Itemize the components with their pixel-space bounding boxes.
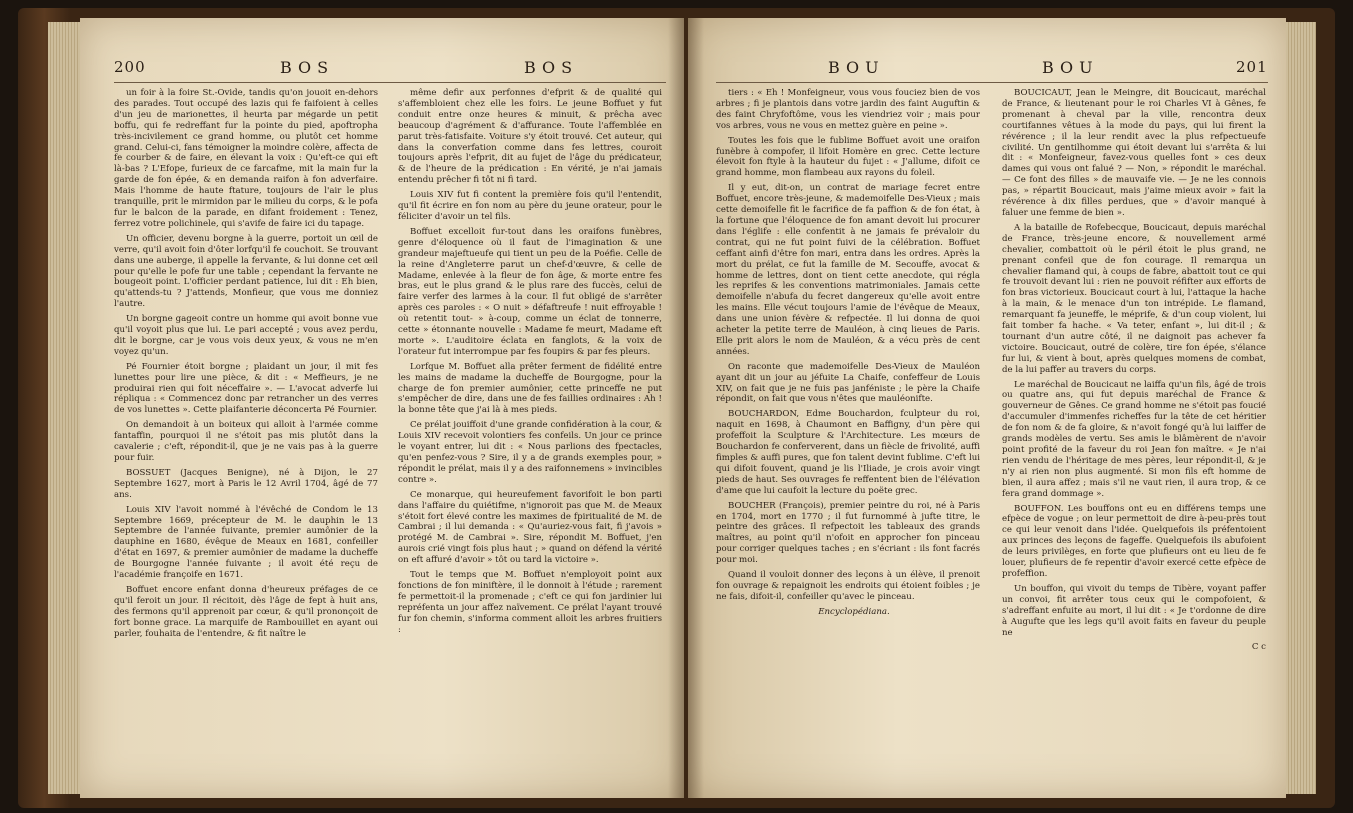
- paragraph: Un borgne gageoit contre un homme qui avoit bonne vue qu'il voyoit plus que lui. Le pari accepté ; vous avez perdu, dit le borgne, car je vous vois deux yeux, & vous ne m'en voyez qu'un.: [114, 314, 378, 357]
- paragraph: Le maréchal de Boucicaut ne laiffa qu'un fils, âgé de trois ou quatre ans, qui fut depuis maréchal de France & gouverneur de Gênes. Ce grand homme ne s'étoit pas foucié d'accumuler d'immenfes richeffes fur la tête de cet héritier de fon nom & de fa gloire, & n'avoit fongé qu'à lui laiffer de grands modèles de vertu. Ses amis le blâmèrent de n'avoir point profité de la faveur du roi Jean fon maître. « Je n'ai rien vendu de l'héritage de mes pères, leur répondit-il, & je n'y ai rien non plus augmenté. Si mon fils eft homme de bien, il aura affez ; mais s'il ne vaut rien, il aura trop, & ce fera grand dommage ».: [1002, 379, 1266, 499]
- paragraph: Louis XIV l'avoit nommé à l'évêché de Condom le 13 Septembre 1669, précepteur de M. le dauphin le 13 Septembre de l'année fuivante, premier aumônier de la dauphine en 1680, évêque de Meaux en 1681, confeiller d'état en 1697, & premier aumônier de madame la ducheffe de Bourgogne l'année fuivante ; il avoit été reçu de l'académie françoife en 1671.: [114, 504, 378, 581]
- paragraph: A la bataille de Rofebecque, Boucicaut, depuis maréchal de France, très-jeune encore, & nouvellement armé chevalier, combattoit où le péril étoit le plus grand, ne prenant confeil que de fon courage. Il remarqua un chevalier flamand qui, à coups de fabre, abattoit tout ce qui fe trouvoit devant lui : rien ne pouvoit réfifter aux efforts de fon bras victorieux. Boucicaut court à lui, l'attaque la hache à la main, & le menace d'un ton intrépide. Le flamand, remarquant fa jeuneffe, le méprife, & d'un coup violent, lui fait tomber fa hache. « Va teter, enfant », lui dit-il ; & tournant d'un autre côté, il ne daignoit pas achever fa victoire. Boucicaut, outré de colère, tire fon épée, s'élance fur lui, & vient à bout, après quelques momens de combat, de la lui paffer au travers du corps.: [1002, 222, 1266, 375]
- paragraph: On raconte que mademoifelle Des-Vieux de Mauléon ayant dit un jour au jéfuite La Chaife, confeffeur de Louis XIV, on fait que je ne fuis pas janféniste ; le père la Chaife répondit, on fait que vous n'êtes que mauléonifte.: [716, 361, 980, 405]
- paragraph: Il y eut, dit-on, un contrat de mariage fecret entre Boffuet, encore très-jeune, & mademoifelle Des-Vieux ; mais cette demoifelle fit le facrifice de fa paffion & de fon état, à la fortune que l'éloquence de fon amant devoit lui procurer dans l'églife : elle confentit à ne jamais fe prévaloir du contrat, qui ne fut point fuivi de la célébration. Boffuet ceffant ainfi d'être fon mari, entra dans les ordres. Après la mort du prélat, ce fut la famille de M. Secouffe, avocat & homme de lettres, dont on tient cette anecdote, qui régla les reprifes & les conventions matrimoniales. Jamais cette demoifelle n'abufa du fecret dangereux qu'elle avoit entre les mains. Elle vécut toujours l'amie de l'évêque de Meaux, dans une union févère & refpectée. Il lui donna de quoi acheter la petite terre de Mauléon, à cinq lieues de Paris. Elle prit alors le nom de Mauléon, & a vécu près de cent années.: [716, 183, 980, 357]
- text-column-1: [716, 88, 980, 622]
- headword: BOU: [1042, 58, 1099, 77]
- headword: BOS: [524, 58, 579, 77]
- running-header-left: [80, 58, 684, 80]
- paragraph: Louis XIV fut fi content la première fois qu'il l'entendit, qu'il fit écrire en fon nom au père du jeune orateur, pour le féliciter d'avoir un tel fils.: [398, 190, 662, 222]
- page-number: 201: [1236, 58, 1268, 76]
- running-header-right: [688, 58, 1286, 80]
- paragraph: BOSSUET (Jacques Benigne), né à Dijon, le 27 Septembre 1627, mort à Paris le 12 Avril 1704, âgé de 77 ans.: [114, 467, 378, 500]
- paragraph: Pé Fournier étoit borgne ; plaidant un jour, il mit fes lunettes pour lire une pièce, & dit : « Meffieurs, je ne produirai rien qui foit néceffaire ». — L'avocat adverfe lui répliqua : « Commencez donc par retrancher un des verres de vos lunettes ». Cette plaifanterie déconcerta Pé Fournier.: [114, 361, 378, 416]
- paragraph: tiers : « Eh ! Monfeigneur, vous vous fouciez bien de vos arbres ; fi je plantois dans votre jardin des faint Auguftin & des faint Chryfoftôme, vous les viendriez voir ; mais pour vos arbres, vous ne vous en mettez guère en peine ».: [716, 88, 980, 131]
- paragraph: Lorfque M. Boffuet alla prêter ferment de fidélité entre les mains de madame la ducheffe de Bourgogne, pour la charge de fon premier aumônier, cette princeffe ne put s'empêcher de dire, dans une de fes faillies ordinaires : Ah ! la bonne tête que j'ai là à mes pieds.: [398, 361, 662, 416]
- signature-mark: C c: [1251, 642, 1266, 653]
- paragraph: Tout le temps que M. Boffuet n'employoit point aux fonctions de fon miniftère, il le donnoit à l'étude ; rarement fe permettoit-il la promenade ; c'eft ce qui fon jardinier lui repréfenta un jour affez naïvement. Ce prélat l'ayant trouvé fur fon chemin, s'informa comment alloit les arbres fruitiers :: [398, 570, 662, 635]
- text-column-2: [1002, 88, 1266, 657]
- paragraph: Boffuet encore enfant donna d'heureux préfages de ce qu'il feroit un jour. Il récitoit, dès l'âge de fept à huit ans, des fermons qu'il apprenoit par cœur, & qu'il prononçoit de fort bonne grace. La marquife de Rambouillet en ayant oui parler, fouhaita de l'entendre, & fit naître le: [114, 584, 378, 639]
- paragraph: BOUCHER (François), premier peintre du roi, né à Paris en 1704, mort en 1770 ; il fut furnommé à jufte titre, le peintre des grâces. Il refpectoit les tableaux des grands maîtres, au point qu'il n'ofoit en approcher fon pinceau pour corriger quelques taches ; en s'écriant : ils font facrés pour moi.: [716, 500, 980, 566]
- paragraph: BOUFFON. Les bouffons ont eu en différens temps une efpèce de vogue ; on leur permettoit de dire à-peu-près tout ce qui leur venoit dans l'idée. Quelquefois ils préfentoient aux princes des leçons de fageffe. Quelquefois ils abufoient de leurs privilèges, en forte que plufieurs ont eu lieu de fe louer, plufieurs de fe repentir d'avoir exercé cette efpèce de profeffion.: [1002, 503, 1266, 579]
- paragraph: un foir à la foire St.-Ovide, tandis qu'on jouoit en-dehors des parades. Tout occupé des lazis qui fe faifoient à celles d'un jeu de marionettes, il heurta par mégarde un petit boffu, qui fe redreffant fur la pointe du pied, apoftropha très-incivilement ce grand homme, ou plutôt cet homme grand. Celui-ci, fans témoigner la moindre colère, affecta de fe courber & de faire, en élevant la voix : Qu'eft-ce qui eft là-bas ? L'Efope, furieux de ce farcafme, mit la main fur la garde de fon épée, & en demanda raifon à fon adverfaire. Mais l'homme de haute ftature, toujours de l'air le plus tranquille, prit le mirmidon par le milieu du corps, & le pofa fur le balcon de la parade, en difant froidement : Tenez, ferrez votre polichinele, qui s'avife de faire ici du tapage.: [114, 88, 378, 229]
- page-edges-right: [1286, 22, 1316, 794]
- paragraph: même defir aux perfonnes d'efprit & de qualité qui s'affembloient chez elle les foirs. Le jeune Boffuet y fut conduit entre onze heures & minuit, & prêcha avec beaucoup d'agrément & d'affurance. Toute l'affemblée en parut très-fatisfaite. Voiture s'y étoit trouvé. Cet auteur, qui dans la converfation comme dans fes lettres, couroit toujours après l'efprit, dit au fujet de l'âge du prédicateur, & de l'heure de la prédication : En vérité, je n'ai jamais entendu prêcher fi tôt ni fi tard.: [398, 88, 662, 186]
- paragraph: BOUCICAUT, Jean le Meingre, dit Boucicaut, maréchal de France, & lieutenant pour le roi Charles VI à Gênes, fe promenant à cheval par la ville, rencontra deux courtifannes vêtues à la mode du pays, qui lui firent la révérence ; il la leur rendit avec la plus refpectueufe civilité. Un gentilhomme qui étoit devant lui s'arrêta & lui dit : « Monfeigneur, favez-vous quelles font » ces deux dames qui vous ont falué ? — Non, » répondit le maréchal. — Ce font des filles » de mauvaife vie. — Je ne les connois pas, » répartit Boucicaut, mais j'aime mieux avoir » fait la révérence à dix filles perdues, que » d'avoir manqué à faluer une femme de bien ».: [1002, 88, 1266, 218]
- paragraph: Ce prélat jouiffoit d'une grande confidération à la cour, & Louis XIV recevoit volontiers fes confeils. Un jour ce prince le voyant entrer, lui dit : « Nous parlions des fpectacles, qu'en penfez-vous ? Sire, il y a de grands exemples pour, » répondit le prélat, mais il y a des raifonnemens » invincibles contre ».: [398, 420, 662, 485]
- text-column-2: [398, 88, 662, 640]
- header-rule: [716, 82, 1268, 83]
- header-rule: [114, 82, 666, 83]
- right-page: [688, 18, 1286, 798]
- page-number: 200: [114, 58, 146, 76]
- paragraph: On demandoit à un boiteux qui alloit à l'armée comme fantaffin, pourquoi il ne s'étoit pas mis plutôt dans la cavalerie ; c'eft, répondit-il, que je ne vais pas à la guerre pour fuir.: [114, 420, 378, 463]
- open-book: [18, 8, 1335, 808]
- paragraph: Un officier, devenu borgne à la guerre, portoit un œil de verre, qu'il avoit foin d'ôter lorfqu'il fe couchoit. Se trouvant dans une auberge, il appelle la fervante, & lui donne cet œil pour qu'elle le pofe fur une table ; cependant la fervante ne bougeoit point. L'officier perdant patience, lui dit : Eh bien, qu'attends-tu ? J'attends, Monfieur, que vous me donniez l'autre.: [114, 233, 378, 310]
- headword: BOU: [828, 58, 885, 77]
- paragraph: Toutes les fois que le fublime Boffuet avoit une oraifon funèbre à compofer, il lifoit Homère en grec. Cette lecture élevoit fon ftyle à la hauteur du fujet : « J'allume, difoit ce grand homme, mon flambeau aux rayons du foleil.: [716, 135, 980, 179]
- headword: BOS: [280, 58, 335, 77]
- page-edges-left: [48, 22, 82, 794]
- text-column-1: [114, 88, 378, 644]
- left-page: [80, 18, 684, 798]
- paragraph: Ce monarque, qui heureufement favorifoit le bon parti dans l'affaire du quiétifme, n'ignoroit pas que M. de Meaux s'étoit fort élevé contre les maximes de fpiritualité de M. de Cambrai ; il lui demanda : « Qu'auriez-vous fait, fi j'avois » protégé M. de Cambrai ». Sire, répondit M. Boffuet, j'en aurois crié vingt fois plus haut ; » quand on défend la vérité on eft affuré d'avoir » tôt ou tard la victoire ».: [398, 489, 662, 566]
- paragraph: Quand il vouloit donner des leçons à un élève, il prenoit fon ouvrage & repaignoit les endroits qui étoient foibles ; je ne fais, difoit-il, confeiller qu'avec le pinceau.: [716, 570, 980, 602]
- paragraph: Un bouffon, qui vivoit du temps de Tibère, voyant paffer un convoi, fit arrêter tous ceux qui le compofoient, & s'adreffant enfuite au mort, il lui dit : « Je t'ordonne de dire à Augufte que les legs qu'il avoit faits en faveur du peuple ne: [1002, 583, 1266, 638]
- source-credit: Encyclopédiana.: [818, 606, 890, 617]
- paragraph: BOUCHARDON, Edme Bouchardon, fculpteur du roi, naquit en 1698, à Chaumont en Baffigny, d'un père qui profeffoit la Sculpture & l'Architecture. Les mœurs de Bouchardon fe conferverent, dans un fiècle de frivolité, auffi fimples & auffi pures, que fon talent devint fublime. C'eft lui qui difoit fouvent, quand je lis l'Iliade, je crois avoir vingt pieds de haut. Ses ouvrages fe reffentent bien de l'élévation d'ame que lui caufoit la lecture du poëte grec.: [716, 409, 980, 496]
- paragraph: Boffuet excelloit fur-tout dans les oraifons funèbres, genre d'éloquence où il faut de l'imagination & une grandeur majeftueufe qui tient un peu de la Poéfie. Celle de la reine d'Angleterre parut un chef-d'œuvre, & celle de Madame, enlevée à la fleur de fon âge, & morte entre fes bras, eut le plus grand & le plus rare des fuccès, celui de faire verfer des larmes à la cour. Il fut obligé de s'arrêter après ces paroles : « O nuit » défaftreufe ! nuit effroyable ! où retentit tout- » à-coup, comme un éclat de tonnerre, cette » étonnante nouvelle : Madame fe meurt, Madame eft morte ». L'auditoire éclata en fanglots, & la voix de l'orateur fut interrompue par fes foupirs & par fes pleurs.: [398, 226, 662, 357]
